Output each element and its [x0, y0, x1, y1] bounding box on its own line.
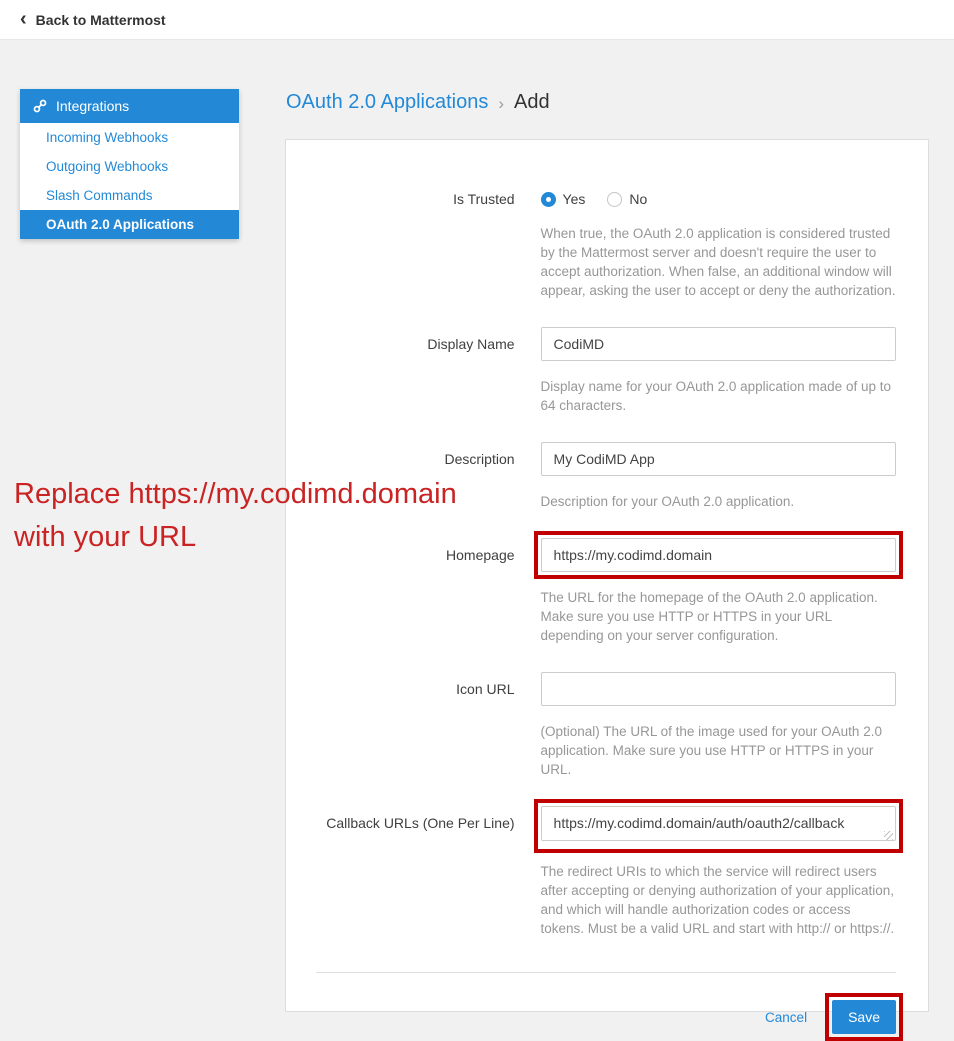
link-icon — [33, 99, 47, 113]
chevron-left-icon: ‹ — [20, 7, 27, 30]
callback-urls-label: Callback URLs (One Per Line) — [326, 815, 515, 831]
form-row-is-trusted — [316, 189, 896, 300]
back-to-mattermost-link[interactable] — [20, 7, 166, 30]
callback-urls-help: The redirect URIs to which the service will redirect users after accepting or denying authorization of your application, and which will handle authorization codes or access tokens. Must be a valid URL and start with http:// or https://. — [540, 864, 895, 936]
oauth-add-form-panel — [285, 139, 929, 1025]
highlight-box-callback-urls — [541, 806, 896, 846]
form-row-homepage — [316, 538, 896, 645]
is-trusted-no-option[interactable] — [607, 191, 647, 207]
sidebar-item-outgoing-webhooks[interactable]: Outgoing Webhooks — [20, 152, 239, 181]
top-bar — [0, 0, 954, 40]
homepage-help: The URL for the homepage of the OAuth 2.0 application. Make sure you use HTTP or HTTPS in your URL depending on your server configuration. — [540, 590, 878, 643]
cancel-button[interactable]: Cancel — [765, 1009, 808, 1025]
footer-divider — [316, 972, 896, 973]
callback-urls-textarea[interactable] — [541, 806, 896, 841]
breadcrumb — [286, 91, 550, 114]
radio-no-icon[interactable] — [607, 192, 622, 207]
icon-url-label: Icon URL — [456, 681, 515, 697]
icon-url-help: (Optional) The URL of the image used for your OAuth 2.0 application. Make sure you use HTTP or HTTPS in your URL. — [540, 724, 882, 777]
breadcrumb-current: Add — [514, 91, 550, 113]
highlight-box-homepage — [541, 538, 896, 572]
form-row-icon-url — [316, 672, 896, 779]
sidebar-header-integrations[interactable] — [20, 89, 239, 123]
sidebar-header-label: Integrations — [56, 98, 130, 114]
display-name-label: Display Name — [427, 336, 515, 352]
description-label: Description — [444, 451, 515, 467]
radio-yes-label: Yes — [562, 191, 586, 207]
annotation-line1: Replace https://my.codimd.domain — [14, 478, 457, 510]
sidebar-item-slash-commands[interactable]: Slash Commands — [20, 181, 239, 210]
form-footer — [316, 1000, 896, 1034]
radio-no-label: No — [629, 191, 648, 207]
sidebar-item-incoming-webhooks[interactable]: Incoming Webhooks — [20, 123, 239, 152]
description-help: Description for your OAuth 2.0 application. — [540, 494, 795, 509]
is-trusted-yes-option[interactable] — [541, 191, 586, 207]
form-row-description — [316, 442, 896, 511]
homepage-input[interactable] — [541, 538, 896, 572]
form-row-display-name — [316, 327, 896, 415]
is-trusted-help: When true, the OAuth 2.0 application is considered trusted by the Mattermost server and doesn't require the user to accept authorization. When false, an additional window will appear, asking the user to accept or deny the authorization. — [540, 226, 896, 298]
back-link-label: Back to Mattermost — [35, 11, 166, 28]
sidebar-item-oauth-applications[interactable]: OAuth 2.0 Applications — [20, 210, 239, 239]
breadcrumb-separator: › — [498, 93, 505, 113]
icon-url-input[interactable] — [541, 672, 896, 706]
is-trusted-label: Is Trusted — [453, 191, 515, 207]
integrations-sidebar — [20, 89, 239, 239]
save-button[interactable]: Save — [832, 1000, 896, 1034]
breadcrumb-parent-link[interactable]: OAuth 2.0 Applications — [286, 91, 489, 113]
annotation-line2: with your URL — [14, 521, 197, 553]
is-trusted-radio-group — [541, 190, 896, 208]
radio-yes-icon[interactable] — [541, 192, 556, 207]
display-name-input[interactable] — [541, 327, 896, 361]
form-row-callback-urls — [316, 806, 896, 938]
display-name-help: Display name for your OAuth 2.0 application made of up to 64 characters. — [540, 379, 891, 413]
description-input[interactable] — [541, 442, 896, 476]
homepage-label: Homepage — [446, 547, 515, 563]
highlight-box-save — [832, 1000, 896, 1034]
